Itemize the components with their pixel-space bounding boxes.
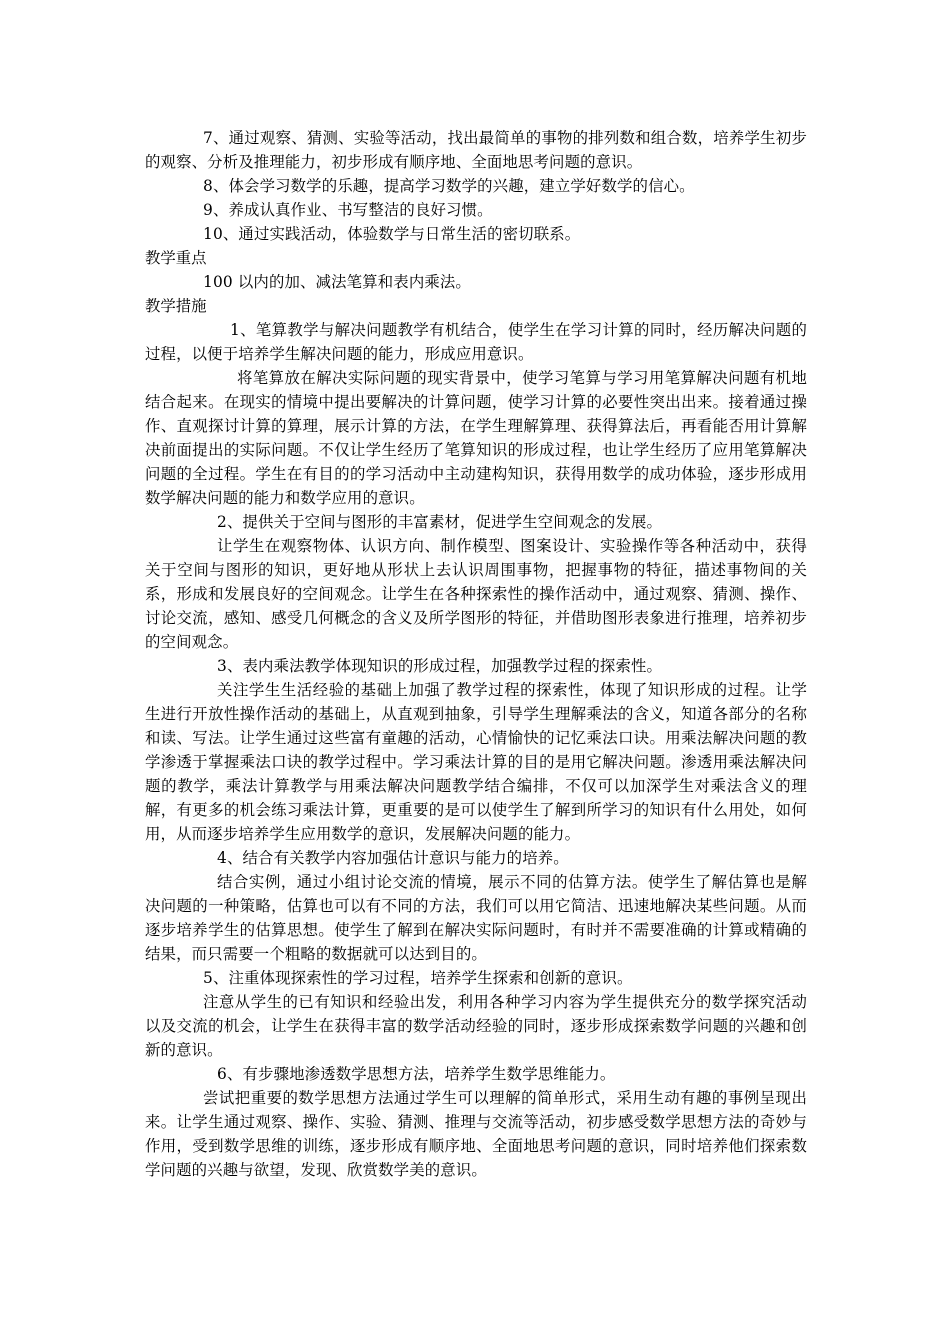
document-page: [145, 126, 807, 1182]
measure-4-title: 4、结合有关教学内容加强估计意识与能力的培养。: [217, 849, 569, 867]
objective-9: 9、养成认真作业、书写整洁的良好习惯。: [203, 201, 493, 219]
measure-6-title: 6、有步骤地渗透数学思想方法，培养学生数学思维能力。: [217, 1065, 616, 1083]
measure-6-body: 尝试把重要的数学思想方法通过学生可以理解的简单形式，采用生动有趣的事例呈现出来。让学生通过观察、操作、实验、猜测、推理与交流等活动，初步感受数学思想方法的奇妙与作用，受到数学思维的训练，逐步形成有顺序地、全面地思考问题的意识，同时培养他们探索数学问题的兴趣与欲望，发现、欣赏数学美的意识。: [145, 1089, 807, 1179]
objective-8: 8、体会学习数学的乐趣，提高学习数学的兴趣，建立学好数学的信心。: [203, 177, 695, 195]
measure-1-title: 1、笔算教学与解决问题教学有机结合，使学生在学习计算的同时，经历解决问题的过程，以便于培养学生解决问题的能力，形成应用意识。: [145, 321, 807, 363]
section-heading-focus: 教学重点: [145, 249, 207, 267]
section-heading-measures: 教学措施: [145, 297, 207, 315]
measure-1-body: 将笔算放在解决实际问题的现实背景中，使学习笔算与学习用笔算解决问题有机地结合起来。在现实的情境中提出要解决的计算问题，使学习计算的必要性突出出来。接着通过操作、直观探讨计算的算理，展示计算的方法，在学生理解算理、获得算法后，再看能否用计算解决前面提出的实际问题。不仅让学生经历了笔算知识的形成过程，也让学生经历了应用笔算解决问题的全过程。学生在有目的的学习活动中主动建构知识，获得用数学的成功体验，逐步形成用数学解决问题的能力和数学应用的意识。: [145, 369, 807, 507]
measure-3-body: 关注学生生活经验的基础上加强了教学过程的探索性，体现了知识形成的过程。让学生进行开放性操作活动的基础上，从直观到抽象，引导学生理解乘法的含义，知道各部分的名称和读、写法。让学生通过这些富有童趣的活动，心情愉快的记忆乘法口诀。用乘法解决问题的教学渗透于掌握乘法口诀的教学过程中。学习乘法计算的目的是用它解决问题。渗透用乘法解决问题的教学，乘法计算教学与用乘法解决问题教学结合编排，不仅可以加深学生对乘法含义的理解，有更多的机会练习乘法计算，更重要的是可以使学生了解到所学习的知识有什么用处，如何用，从而逐步培养学生应用数学的意识，发展解决问题的能力。: [145, 681, 807, 843]
objective-10: 10、通过实践活动，体验数学与日常生活的密切联系。: [203, 225, 581, 243]
measure-5-title: 5、注重体现探索性的学习过程，培养学生探索和创新的意识。: [203, 969, 633, 987]
measure-3-title: 3、表内乘法教学体现知识的形成过程，加强教学过程的探索性。: [217, 657, 663, 675]
measure-2-body: 让学生在观察物体、认识方向、制作模型、图案设计、实验操作等各种活动中，获得关于空间与图形的知识，更好地从形状上去认识周围事物，把握事物的特征，描述事物间的关系，形成和发展良好的空间观念。让学生在各种探索性的操作活动中，通过观察、猜测、操作、讨论交流，感知、感受几何概念的含义及所学图形的特征，并借助图形表象进行推理，培养初步的空间观念。: [145, 537, 807, 651]
measure-2-title: 2、提供关于空间与图形的丰富素材，促进学生空间观念的发展。: [217, 513, 663, 531]
objective-7: 7、通过观察、猜测、实验等活动，找出最简单的事物的排列数和组合数，培养学生初步的观察、分析及推理能力，初步形成有顺序地、全面地思考问题的意识。: [145, 129, 807, 171]
focus-text: 100 以内的加、减法笔算和表内乘法。: [203, 273, 471, 291]
measure-5-body: 注意从学生的已有知识和经验出发，利用各种学习内容为学生提供充分的数学探究活动以及交流的机会，让学生在获得丰富的数学活动经验的同时，逐步形成探索数学问题的兴趣和创新的意识。: [145, 993, 807, 1059]
measure-4-body: 结合实例，通过小组讨论交流的情境，展示不同的估算方法。使学生了解估算也是解决问题的一种策略，估算也可以有不同的方法，我们可以用它简洁、迅速地解决某些问题。从而逐步培养学生的估算思想。使学生了解到在解决实际问题时，有时并不需要准确的计算或精确的结果，而只需要一个粗略的数据就可以达到目的。: [145, 873, 807, 963]
